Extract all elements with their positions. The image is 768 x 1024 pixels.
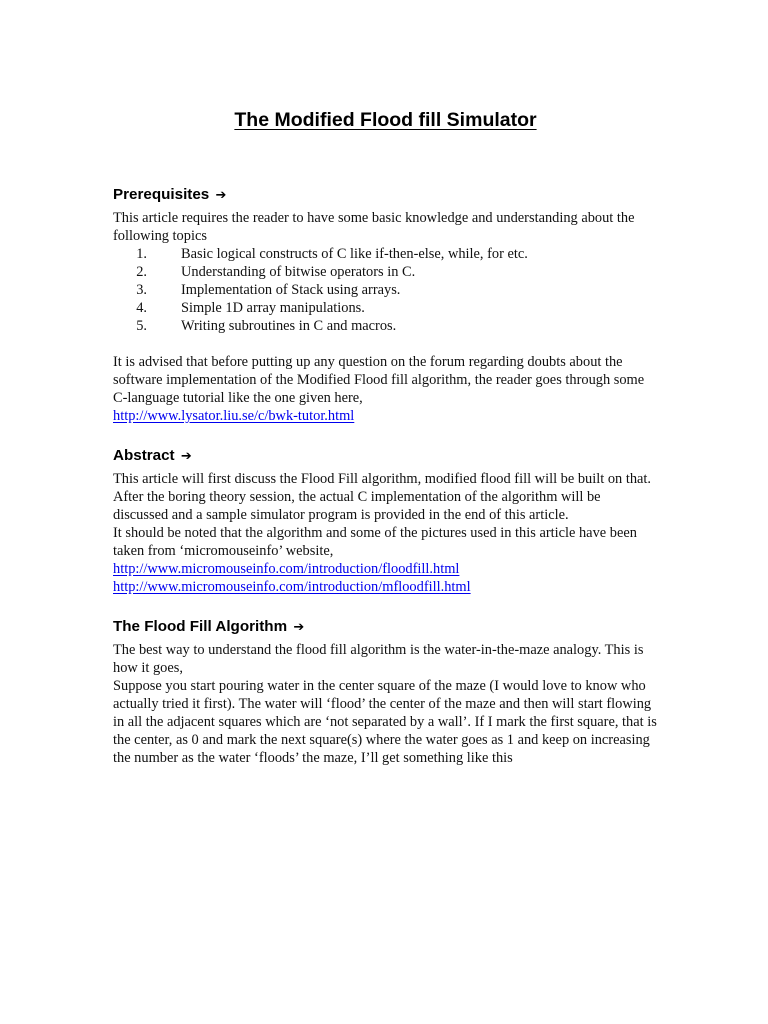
- list-item-number: 5.: [136, 318, 147, 334]
- arrow-right-icon: ➔: [180, 449, 192, 464]
- flood-fill-paragraph: The best way to understand the flood fill algorithm is the water-in-the-maze analogy. This is how it goes,: [113, 642, 644, 676]
- prerequisites-list: [113, 245, 658, 335]
- page-title: The Modified Flood fill Simulator: [234, 109, 537, 131]
- abstract-heading: [113, 446, 658, 467]
- prerequisites-heading-text: Prerequisites: [113, 186, 210, 203]
- list-item: [113, 317, 658, 335]
- spacer: [113, 132, 658, 185]
- arrow-right-icon: ➔: [293, 620, 305, 635]
- abstract-paragraph: This article will first discuss the Flood Fill algorithm, modified flood fill will be built on that. After the boring theory session, the actual C implementation of the algorithm will be discussed and a sample simulator program is provided in the end of this article.: [113, 471, 651, 523]
- abstract-note: It should be noted that the algorithm and some of the pictures used in this article have been taken from ‘micromouseinfo’ website,: [113, 525, 637, 559]
- list-item-number: 1.: [136, 246, 147, 262]
- spacer: [113, 425, 658, 446]
- list-item-text: Writing subroutines in C and macros.: [181, 318, 397, 334]
- list-item-text: Basic logical constructs of C like if-then-else, while, for etc.: [181, 246, 528, 262]
- list-item-text: Simple 1D array manipulations.: [181, 300, 365, 316]
- prerequisites-intro: This article requires the reader to have some basic knowledge and understanding about the following topics: [113, 210, 635, 244]
- list-item-number: 2.: [136, 264, 147, 280]
- flood-fill-analogy: Suppose you start pouring water in the center square of the maze (I would love to know who actually tried it first). The water will ‘flood’ the center of the maze and then will start flowing in all the adjacent squares which are ‘not separated by a wall’. If I mark the first square, that is the center, as 0 and mark the next square(s) where the water goes as 1 and keep on increasing the number as the water ‘floods’ the maze, I’ll get something like this: [113, 678, 657, 766]
- tutorial-link[interactable]: http://www.lysator.liu.se/c/bwk-tutor.html: [113, 408, 355, 424]
- spacer: [113, 596, 658, 617]
- arrow-right-icon: ➔: [215, 188, 227, 203]
- list-item: [113, 263, 658, 281]
- mfloodfill-link[interactable]: http://www.micromouseinfo.com/introduction/mfloodfill.html: [113, 579, 471, 595]
- list-item-number: 4.: [136, 300, 147, 316]
- list-item: [113, 245, 658, 263]
- list-item-text: Understanding of bitwise operators in C.: [181, 264, 416, 280]
- abstract-heading-text: Abstract: [113, 447, 175, 464]
- prerequisites-heading: [113, 185, 658, 206]
- flood-fill-heading-text: The Flood Fill Algorithm: [113, 618, 288, 635]
- prerequisites-advice: It is advised that before putting up any question on the forum regarding doubts about the software implementation of the Modified Flood fill algorithm, the reader goes through some C-language tutorial like the one given here,: [113, 354, 645, 406]
- flood-fill-heading: [113, 617, 658, 638]
- list-item: [113, 281, 658, 299]
- document-body: [113, 108, 658, 767]
- list-item: [113, 299, 658, 317]
- list-item-text: Implementation of Stack using arrays.: [181, 282, 401, 298]
- list-item-number: 3.: [136, 282, 147, 298]
- floodfill-link[interactable]: http://www.micromouseinfo.com/introduction/floodfill.html: [113, 561, 460, 577]
- spacer: [113, 335, 658, 353]
